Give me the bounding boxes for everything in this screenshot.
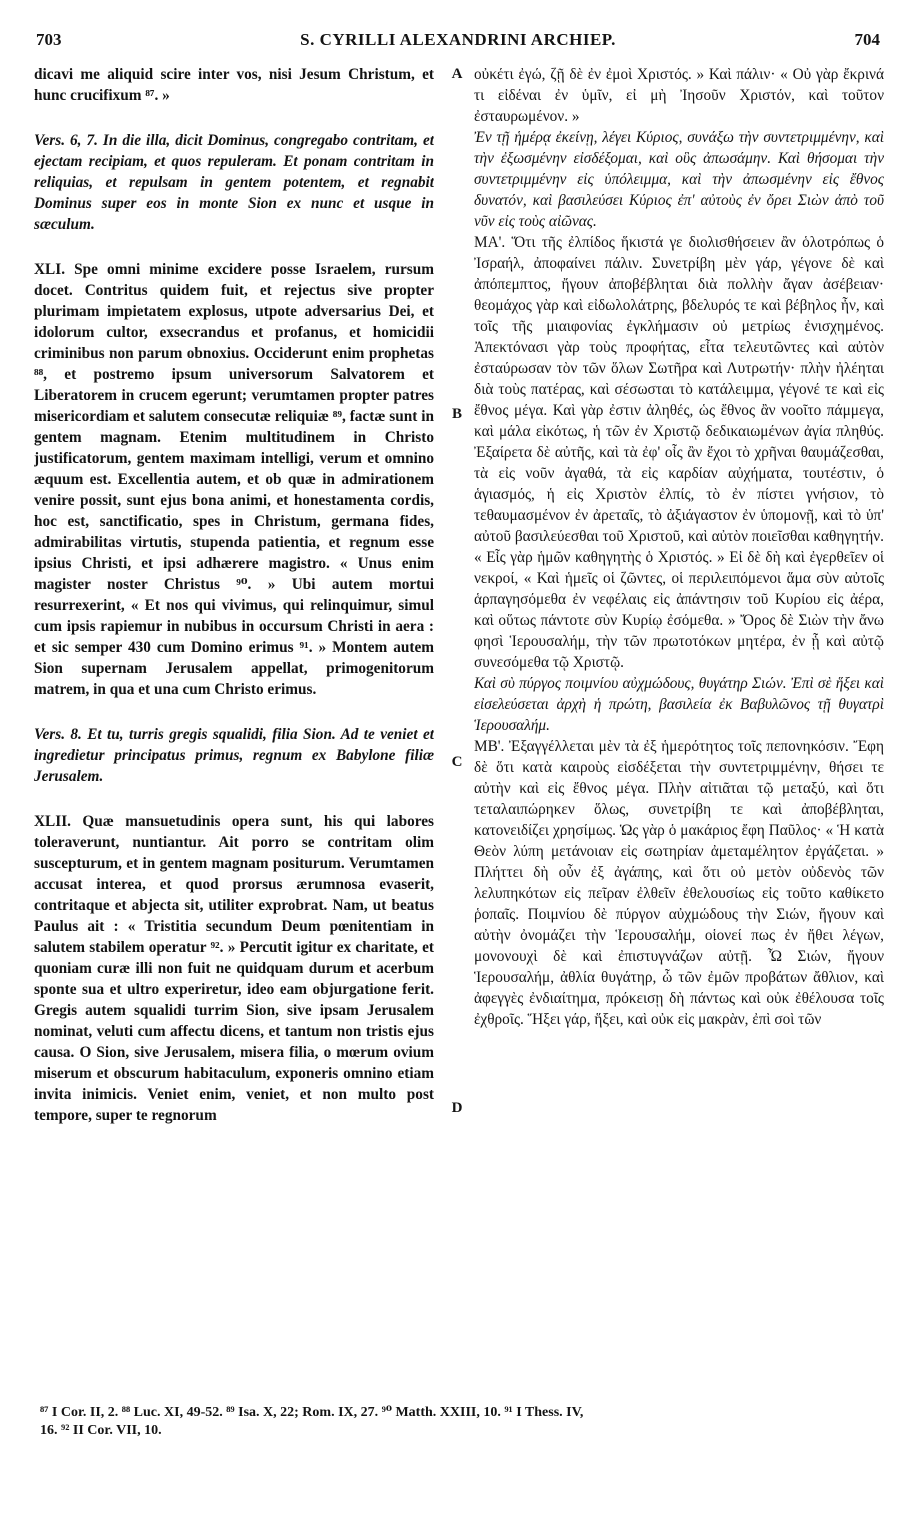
latin-verse-heading: Vers. 6, 7. In die illa, dicit Dominus, congregabo contritam, et ejectam recipiam, et quos repuleram. Et ponam contritam in reliquias, et repulsam in gentem potentem, et regnabit Dominus super eos in monte Sion ex nunc et usque in sæculum. <box>34 132 434 233</box>
latin-verse-heading: Vers. 8. Et tu, turris gregis squalidi, filia Sion. Ad te veniet et ingredietur principatus primus, regnum ex Babylone filiæ Jerusalem. <box>34 726 434 785</box>
greek-column <box>474 64 884 1394</box>
latin-paragraph: dicavi me aliquid scire inter vos, nisi Jesum Christum, et hunc crucifixum ⁸⁷. » <box>34 66 434 104</box>
margin-letter-a: A <box>451 66 463 82</box>
greek-verse-heading: Καὶ σὺ πύργος ποιμνίου αὐχμώδους, θυγάτηρ Σιών. Ἐπὶ σὲ ἥξει καὶ εἰσελεύσεται ἀρχὴ ἡ πρώτη, βασιλεία ἐκ Βαβυλῶνος τῇ θυγατρὶ Ἱερουσαλήμ. <box>474 675 884 734</box>
footnote-line: ⁸⁷ I Cor. II, 2. ⁸⁸ Luc. XI, 49-52. ⁸⁹ Isa. X, 22; Rom. IX, 27. ⁹⁰ Matth. XXIII, 10. ⁹¹ I Thess. IV, <box>40 1405 584 1420</box>
margin-letter-c: C <box>451 754 463 770</box>
page-number-right: 704 <box>854 30 880 49</box>
greek-verse-heading: Ἐν τῇ ἡμέρᾳ ἐκείνῃ, λέγει Κύριος, συνάξω τὴν συντετριμμένην, καὶ τὴν ἐξωσμένην εἰσδέξομαι, καὶ οὓς ἀπωσάμην. Καὶ θήσομαι τὴν συντετριμμένην εἰς ὑπόλειμμα, καὶ τὴν ἀπωσμένην εἰς ἔθνος δυνατόν, καὶ βασιλεύσει Κύριος ἐπ' αὐτοὺς ἐν ὄρει Σιὼν ἀπὸ τοῦ νῦν εἰς τοὺς αἰῶνας. <box>474 129 884 230</box>
greek-paragraph: ΜΑ'. Ὅτι τῆς ἐλπίδος ἥκιστά γε διολισθήσειεν ἂν ὁλοτρόπως ὁ Ἰσραήλ, ἀποφαίνει πάλιν. Συνετρίβη μὲν γάρ, γέγονε δὲ καὶ ἀπόπεμπτος, ἤγουν ἀποβέβληται διὰ πολλὴν ἄγαν ἀσέβειαν· θεομάχος γὰρ καὶ εἰδωλολάτρης, βδελυρός τε καὶ βέβηλος ἦν, καὶ τοῖς τῆς μιαιφονίας ἐγκλήμασιν οὐ μετρίως ἐνισχημένος. Ἀπεκτόνασι γὰρ τοὺς προφήτας, εἶτα τελευτῶντες καὶ αὐτὸν ἐσταύρωσαν τὸν τῶν ὅλων Σωτῆρα καὶ Λυτρωτήν· πλὴν ἠλέηται διὰ τοὺς πατέρας, καὶ σέσωσται τὸ κατάλειμμα, γέγονέ τε καὶ εἰς ἔθνος μέγα. Καὶ γὰρ ἐστιν ἀληθές, ὡς ἔθνος ἂν νοοῖτο πάμμεγα, καὶ μάλα εἰκότως, ἡ τῶν ἐν Χριστῷ δεδικαιωμένων ἀγία πληθύς. Ἐξαίρετα δὲ αὐτῆς, καὶ τὰ ἐφ' οἷς ἂν ἔχοι τὸ χρῆναι θαυμάζεσθαι, τὰ εἰς νοῦν ἀγαθά, τὰ εἰς καρδίαν αὐχήματα, τουτέστιν, ὁ ἁγιασμός, ἡ εἰς Χριστὸν ἐλπίς, τὸ ἐν πίστει γνήσιον, τὸ τεθαυμασμένον ἐν ἀρεταῖς, τὸ ἀξιάγαστον ἐν ὑπομονῇ, καὶ τὸ ὑπ' αὐτοῦ βασιλεύεσθαι τοῦ Χριστοῦ, καὶ αὐτὸν ποιεῖσθαι καθηγητήν. « Εἷς γὰρ ἡμῶν καθηγητὴς ὁ Χριστός. » Εἰ δὲ δὴ καὶ ἐγερθεῖεν οἱ νεκροί, « Καὶ ἡμεῖς οἱ ζῶντες, οἱ περιλειπόμενοι ἅμα σὺν αὐτοῖς ἁρπαγησόμεθα ἐν νεφέλαις εἰς ἀπάντησιν τοῦ Κυρίου εἰς ἀέρα, καὶ οὕτως πάντοτε σὺν Κυρίῳ ἐσόμεθα. » Ὄρος δὲ Σιὼν τὴν ἄνω φησὶ Ἱερουσαλήμ, τὴν τῶν πρωτοτόκων μητέρα, ἐν ᾗ καὶ αὐτῷ συνεσόμεθα τῷ Χριστῷ. <box>474 234 884 671</box>
greek-paragraph: οὐκέτι ἐγώ, ζῇ δὲ ἐν ἐμοὶ Χριστός. » Καὶ πάλιν· « Οὐ γὰρ ἔκρινά τι εἰδέναι ἐν ὑμῖν, εἰ μὴ Ἰησοῦν Χριστόν, καὶ τοῦτον ἐσταυρωμένον. » <box>474 66 884 125</box>
latin-column <box>34 64 434 1394</box>
running-title: S. CYRILLI ALEXANDRINI ARCHIEP. <box>300 30 616 49</box>
footnote-line: 16. ⁹² II Cor. VII, 10. <box>40 1423 162 1438</box>
page-header <box>36 30 880 60</box>
margin-letter-b: B <box>451 406 462 422</box>
greek-paragraph: ΜΒ'. Ἐξαγγέλλεται μὲν τὰ ἐξ ἡμερότητος τοῖς πεπονηκόσιν. Ἔφη δὲ ὅτι κατὰ καιροὺς εἰσδέξεται τὴν συντετριμμένην, θήσει τε αὐτὴν καὶ εἰς ἔθνος μέγα. Πλὴν αἰτιᾶται τῷ μεταξύ, καὶ ὅτι τεταλαιπώρηκεν ὅλως, συνετρίβη τε καὶ ἀποβέβληται, κατονειδίζει χρησίμως. Ὡς γὰρ ὁ μακάριος ἔφη Παῦλος· « Ἡ κατὰ Θεὸν λύπη μετάνοιαν εἰς σωτηρίαν ἀμεταμέλητον ἐργάζεται. » Πλήττει δὴ οὖν ἐξ ἀγάπης, καὶ ὅτι οὐ μετὸν οὐδενὸς τῶν λελυπηκότων εἰς πεῖραν ἐλθεῖν ἐθελουσίως εἰς τοῦτο καθίκετο ῥοπαῖς. Ποιμνίου δὲ πύργον αὐχμώδους τὴν Σιών, ἤγουν καὶ αὐτὴν ὀνομάζει τὴν Ἱερουσαλήμ, οἱονεί πως ἐν ἤθει λέγων, μονονουχὶ δὲ καὶ ἐπιστυγνάζων αὐτῇ. Ὦ Σιών, ἤγουν Ἱερουσαλήμ, ἀθλία θυγάτηρ, ὦ τῶν ἐμῶν προβάτων ἄθλιον, καὶ ἀφεγγὲς ἐνδιαίτημα, πρόκεισῃ δὴ πάντως καὶ οὐκ ἐθέλουσα τοῖς ἐχθροῖς. Ἥξει γάρ, ἥξει, καὶ οὐκ εἰς μακρὰν, ἐπὶ σοὶ τῶν <box>474 738 884 1028</box>
page-number-left: 703 <box>36 30 62 49</box>
latin-paragraph: XLII. Quæ mansuetudinis opera sunt, his qui labores toleraverunt, nuntiantur. Ait porro se contritam olim suscepturum, et in gentem magnam positurum. Verumtamen accusat interea, et quod prorsus ærumnosa evaserit, contritaque et abjecta sit, utiliter exprobrat. Nam, ut beatus Paulus ait : « Tristitia secundum Deum pœnitentiam in salutem stabilem operatur ⁹². » Percutit igitur ex charitate, et quoniam curæ illi non fuit ne quidquam durum et acerbum sponte sua et ultro experiretur, ideo eam objurgatione ferit. Gregis autem squalidi turrim Sion, sive ipsam Jerusalem nominat, veluti cum affectu dicens, et tantum non tristis ejus causa. O Sion, sive Jerusalem, misera filia, o mœrum ovium miserum et obscurum habitaculum, exponeris omnino etiam invita inimicis. Veniet enim, veniet, et non multo post tempore, super te regnorum <box>34 813 434 1124</box>
margin-letter-d: D <box>451 1100 463 1116</box>
latin-paragraph: XLI. Spe omni minime excidere posse Israelem, rursum docet. Contritus quidem fuit, et rejectus sive propter plurimam impietatem explosus, utpote adversarius Dei, et idolorum cultor, exsecrandus et profanus, et homicidii criminibus non parum obnoxius. Occiderunt enim prophetas ⁸⁸, et postremo ipsum universorum Salvatorem et Liberatorem in crucem egerunt; verumtamen propter patres misericordiam et salutem consecutæ reliquiæ ⁸⁹, factæ sunt in gentem magnam. Etenim multitudinem in Christo justificatorum, gentem maximam intelligi, verum et omnino æquum est. Excellentia autem, et ob quæ in admirationem venire possit, sunt ejus bona animi, et honestamenta cordis, hoc est, sanctificatio, spes in Christum, germana fides, admirabilitas virtutis, stupenda patientia, et regnum esse ipsius Christi, et ipsi adhærere magistro. « Unus enim magister noster Christus ⁹⁰. » Ubi autem mortui resurrexerint, « Et nos qui vivimus, qui relinquimur, simul cum ipsis rapiemur in nubibus in occursum Christi in aera : et sic semper 430 cum Domino erimus ⁹¹. » Montem autem Sion supernam Jerusalem appellat, primogenitorum matrem, in qua et una cum Christo erimus. <box>34 261 434 698</box>
footnotes <box>40 1404 890 1440</box>
